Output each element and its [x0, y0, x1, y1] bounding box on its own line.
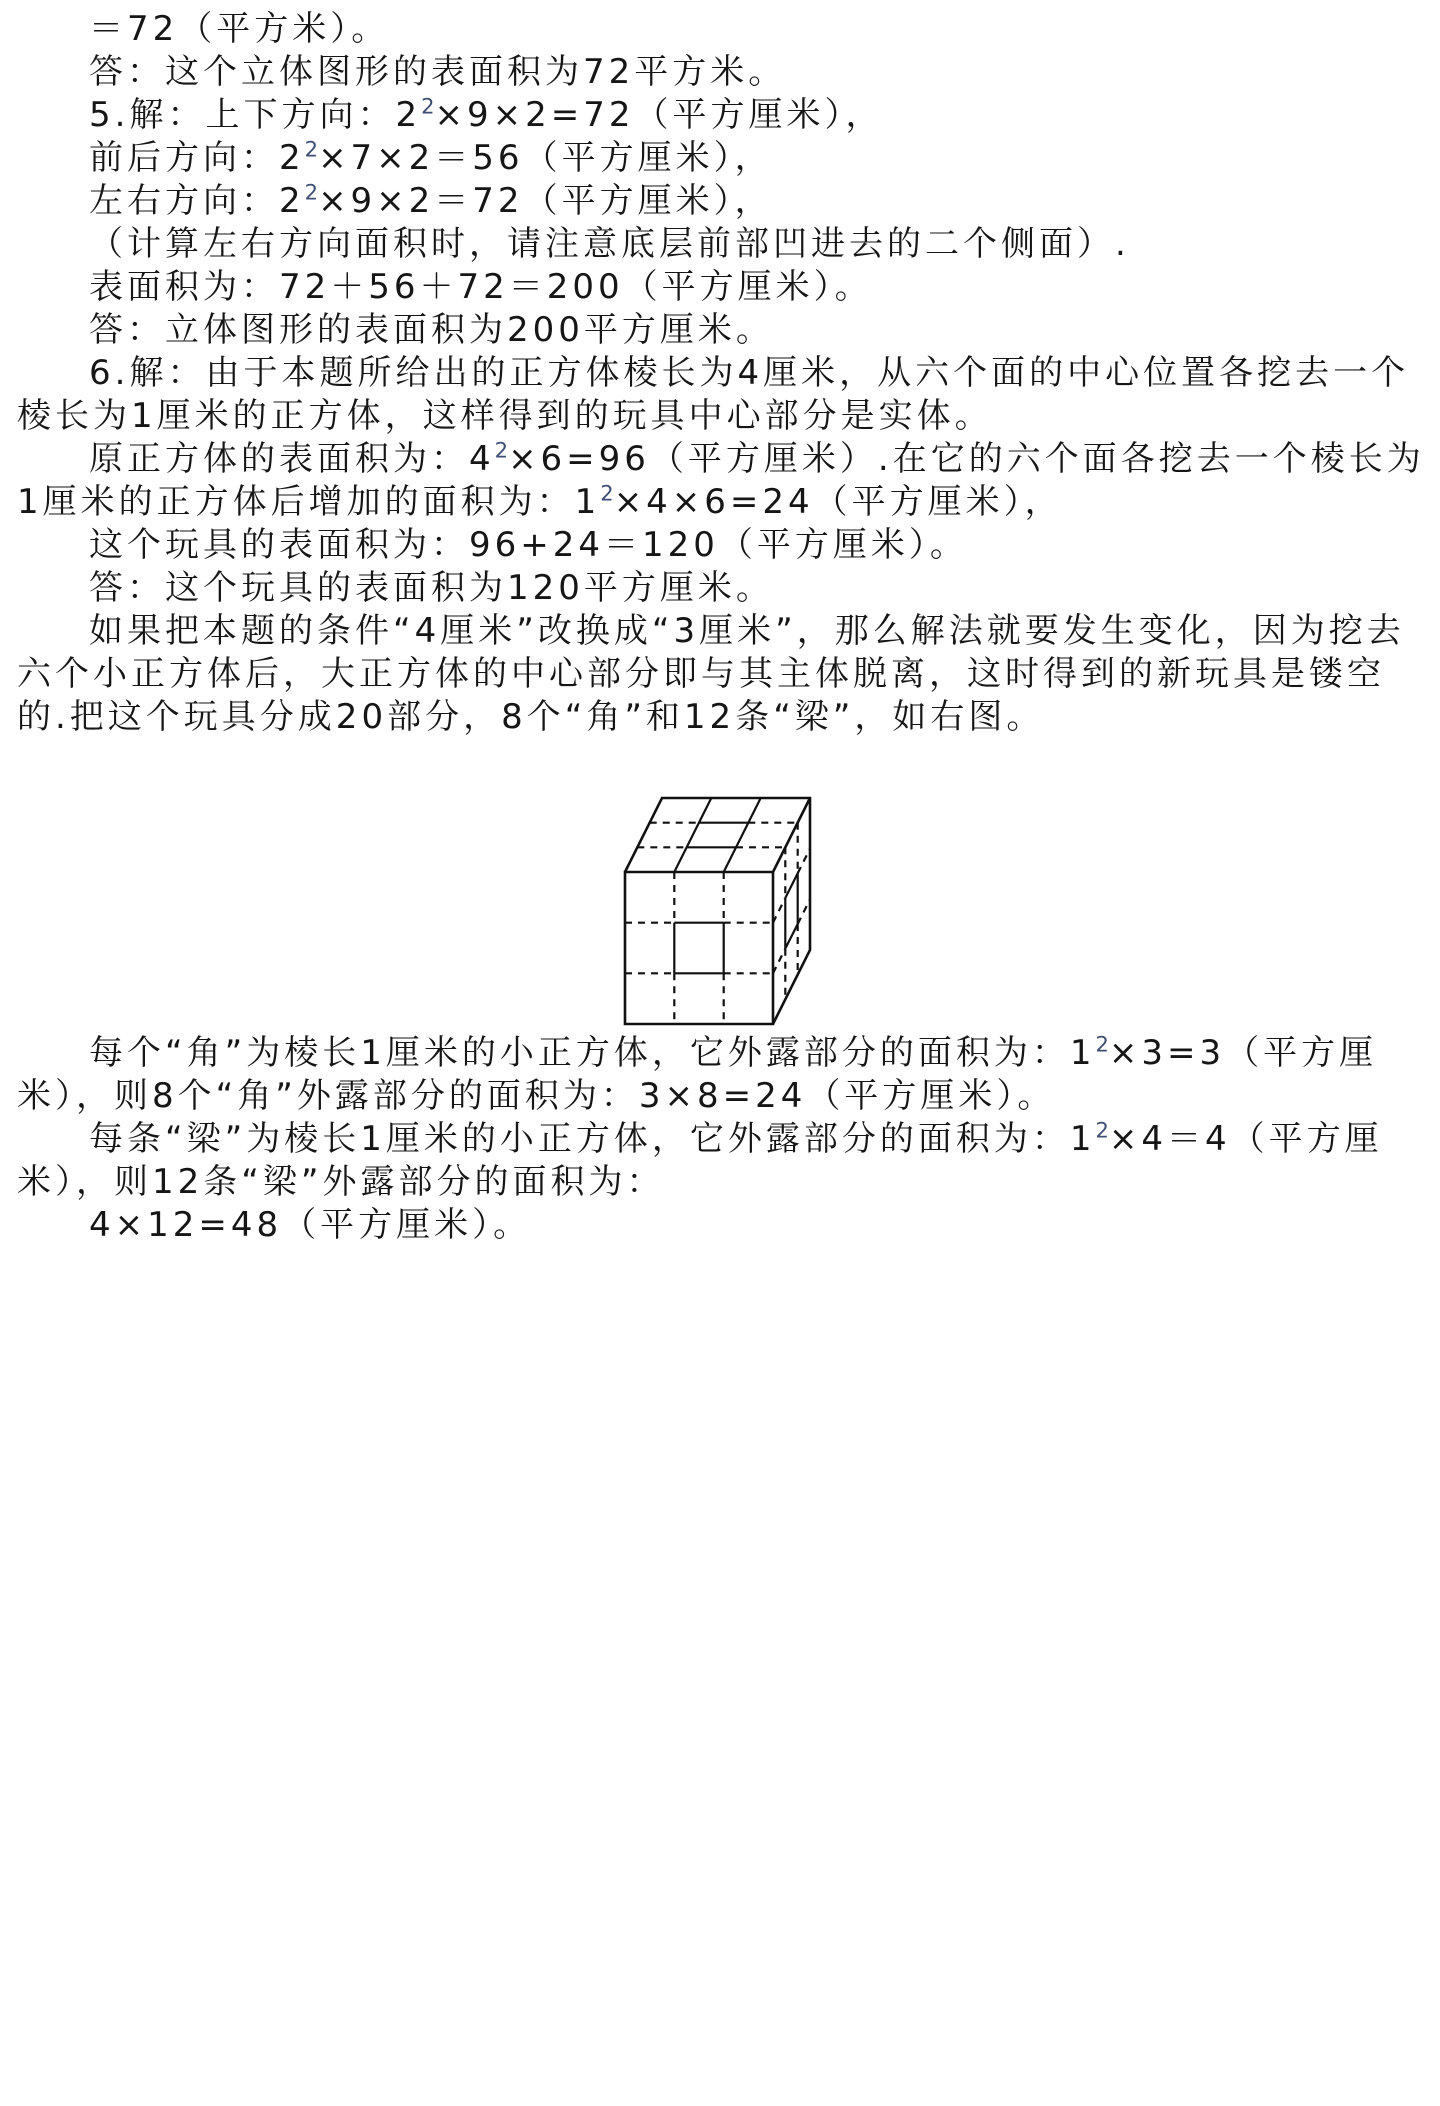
answer-problem4: 答：这个立体图形的表面积为72平方米。 [89, 52, 787, 92]
solution5-note: （计算左右方向面积时，请注意底层前部凹进去的二个侧面）. [89, 224, 1130, 264]
beam-cubes-paragraph [17, 1118, 1426, 1204]
equation-result-line: ＝72（平方米）。 [89, 9, 390, 49]
hollow-cube-illustration [617, 792, 823, 1032]
text-segment: 每条“梁”为棱长1厘米的小正方体，它外露部分的面积为：1 [89, 1119, 1096, 1159]
text-segment: ×4＝4（平方厘米），则12条“梁”外露部分的面积为： [17, 1119, 1383, 1202]
beam-total-line: 4×12=48（平方厘米）。 [89, 1205, 532, 1245]
solution6-toy-surface: 这个玩具的表面积为：96+24＝120（平方厘米）。 [89, 525, 968, 565]
exponent: 2 [1095, 1031, 1109, 1057]
text-segment: 原正方体的表面积为：4 [89, 439, 495, 479]
answer-problem6: 答：这个玩具的表面积为120平方厘米。 [89, 568, 774, 608]
exponent: 2 [494, 437, 509, 463]
extension-paragraph: 如果把本题的条件“4厘米”改换成“3厘米”，那么解法就要发生变化，因为挖去六个小正方体后，大正方体的中心部分即与其主体脱离，这时得到的新玩具是镂空的.把这个玩具分成20部分，8个“角”和12条“梁”，如右图。 [17, 611, 1405, 737]
text-segment: ×9×2=72（平方厘米）， [434, 95, 884, 135]
exponent: 2 [304, 179, 319, 205]
text-segment: ×6=96（平方厘米）.在它的六个面各挖去一个棱长为1厘米的正方体后增加的面积为：1 [17, 439, 1425, 522]
exponent: 2 [1095, 1117, 1109, 1143]
text-segment: ×9×2＝72（平方厘米）， [318, 181, 773, 221]
solution5-total: 表面积为：72＋56＋72＝200（平方厘米）。 [89, 267, 873, 307]
solution6-surface-calc [17, 438, 1426, 524]
text-segment: ×3=3（平方厘米），则8个“角”外露部分的面积为：3×8=24（平方厘米）。 [17, 1033, 1378, 1116]
solution5-frontback [17, 137, 1426, 180]
exponent: 2 [600, 480, 614, 506]
text-segment: 左右方向：2 [89, 181, 305, 221]
corner-cubes-paragraph [17, 1032, 1426, 1118]
text-segment: 5.解：上下方向：2 [89, 95, 422, 135]
text-segment: 前后方向：2 [89, 138, 305, 178]
solution5-leftright [17, 180, 1426, 223]
text-segment: 每个“角”为棱长1厘米的小正方体，它外露部分的面积为：1 [89, 1033, 1096, 1073]
solution5-updown [17, 94, 1426, 137]
exponent: 2 [304, 136, 319, 162]
text-segment: ×4×6=24（平方厘米）， [613, 482, 1063, 522]
cube-figure [617, 792, 823, 1032]
text-segment: ×7×2＝56（平方厘米）， [318, 138, 773, 178]
exponent: 2 [421, 93, 435, 119]
solution6-intro: 6.解：由于本题所给出的正方体棱长为4厘米，从六个面的中心位置各挖去一个棱长为1厘米的正方体，这样得到的玩具中心部分是实体。 [17, 353, 1410, 436]
answer-problem5: 答：立体图形的表面积为200平方厘米。 [89, 310, 774, 350]
